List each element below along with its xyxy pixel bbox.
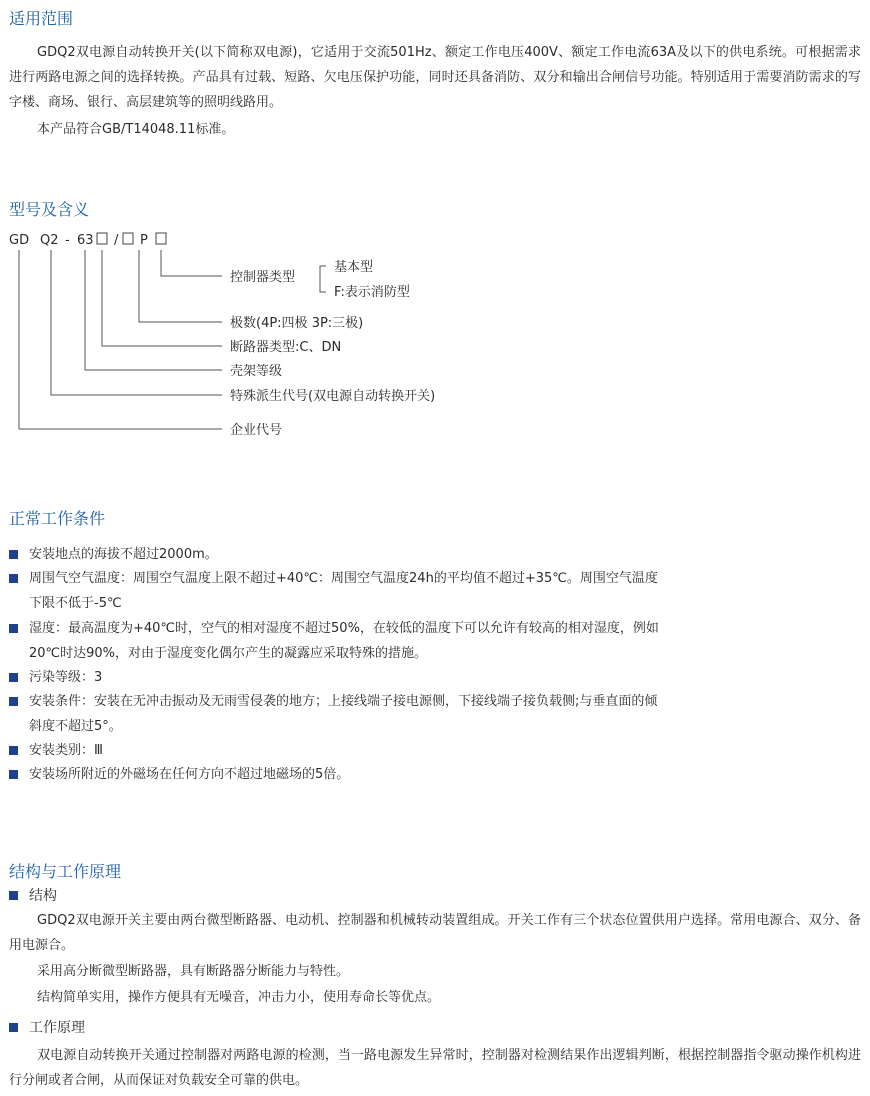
label-fire: F:表示消防型: [334, 285, 410, 300]
structure-feature-1: 采用高分断微型断路器，具有断路器分断能力与特性。: [37, 964, 350, 979]
code-box-breaker: [97, 233, 107, 244]
scope-paragraph: GDQ2双电源自动转换开关(以下简称双电源)，它适用于交流501Hz、额定工作电压400V、额定工作电流63A及以下的供电系统。可根据需求进行两路电源之间的选择转换。产品具有过载、短路、欠电压保护功能，同时还具备消防、双分和输出合闸信号功能。特别适用于需要消防需求的写字楼、商场、银行、高层建筑等的照明线路用。: [9, 45, 861, 110]
subsection-principle: 工作原理: [9, 1017, 85, 1039]
leader-poles: [139, 250, 222, 322]
code-box-poles: [123, 233, 133, 244]
condition-item: 周围气空气温度：周围空气温度上限不超过+40℃：周围空气温度24h的平均值不超过+35℃。周围空气温度下限不低于-5℃: [9, 566, 669, 616]
code-slash: /: [114, 233, 119, 248]
label-company: 企业代号: [230, 423, 283, 438]
code-q2: Q2: [40, 233, 59, 248]
label-poles: 极数(4P:四极 3P:三极): [230, 316, 364, 331]
condition-item: 污染等级：3: [9, 665, 669, 690]
label-controller-type: 控制器类型: [230, 270, 296, 285]
condition-item: 安装类别：Ⅲ: [9, 738, 669, 763]
scope-standard: 本产品符合GB/T14048.11标准。: [37, 122, 235, 137]
leader-breaker: [102, 250, 222, 346]
controller-brace: [320, 266, 326, 292]
bullet-square-icon: [9, 746, 18, 755]
leader-controller: [161, 250, 222, 276]
structure-feature-2: 结构简单实用，操作方便具有无噪音，冲击力小，使用寿命长等优点。: [37, 990, 441, 1005]
condition-item: 安装条件：安装在无冲击振动及无雨雪侵袭的地方；上接线端子接电源侧，下接线端子接负载侧;与垂直面的倾斜度不超过5°。: [9, 689, 669, 739]
label-breaker: 断路器类型:C、DN: [230, 340, 342, 355]
bullet-square-icon: [9, 891, 18, 900]
bullet-square-icon: [9, 574, 18, 583]
principle-paragraph: 双电源自动转换开关通过控制器对两路电源的检测，当一路电源发生异常时，控制器对检测结果作出逻辑判断，根据控制器指令驱动操作机构进行分闸或者合闸，从而保证对负载安全可靠的供电。: [9, 1048, 861, 1088]
condition-item: 湿度：最高温度为+40℃时，空气的相对湿度不超过50%，在较低的温度下可以允许有较高的相对湿度，例如20℃时达90%，对由于湿度变化偶尔产生的凝露应采取特殊的措施。: [9, 616, 669, 666]
section-title-model: 型号及含义: [9, 200, 90, 219]
code-gd: GD: [9, 233, 30, 248]
condition-item: 安装地点的海拔不超过2000m。: [9, 542, 669, 567]
section-title-structure: 结构与工作原理: [9, 862, 122, 881]
leader-frame: [85, 250, 222, 370]
code-current: 63: [77, 233, 94, 248]
bullet-square-icon: [9, 550, 18, 559]
bullet-square-icon: [9, 697, 18, 706]
condition-item: 安装场所附近的外磁场在任何方向不超过地磁场的5倍。: [9, 762, 669, 787]
leader-company: [19, 250, 222, 429]
structure-paragraph: GDQ2双电源开关主要由两台微型断路器、电动机、控制器和机械转动装置组成。开关工作有三个状态位置供用户选择。常用电源合、双分、备用电源合。: [9, 913, 861, 953]
label-frame: 壳架等级: [230, 364, 283, 379]
subsection-structure: 结构: [9, 885, 57, 907]
bullet-square-icon: [9, 673, 18, 682]
bullet-square-icon: [9, 1023, 18, 1032]
bullet-square-icon: [9, 770, 18, 779]
code-box-controller: [156, 233, 166, 244]
code-dash: -: [65, 233, 70, 248]
bullet-square-icon: [9, 624, 18, 633]
label-special: 特殊派生代号(双电源自动转换开关): [230, 389, 436, 404]
code-p: P: [140, 233, 148, 248]
section-title-scope: 适用范围: [9, 9, 74, 28]
section-title-conditions: 正常工作条件: [9, 509, 106, 528]
model-code-diagram: [0, 226, 500, 446]
label-basic: 基本型: [334, 260, 374, 275]
